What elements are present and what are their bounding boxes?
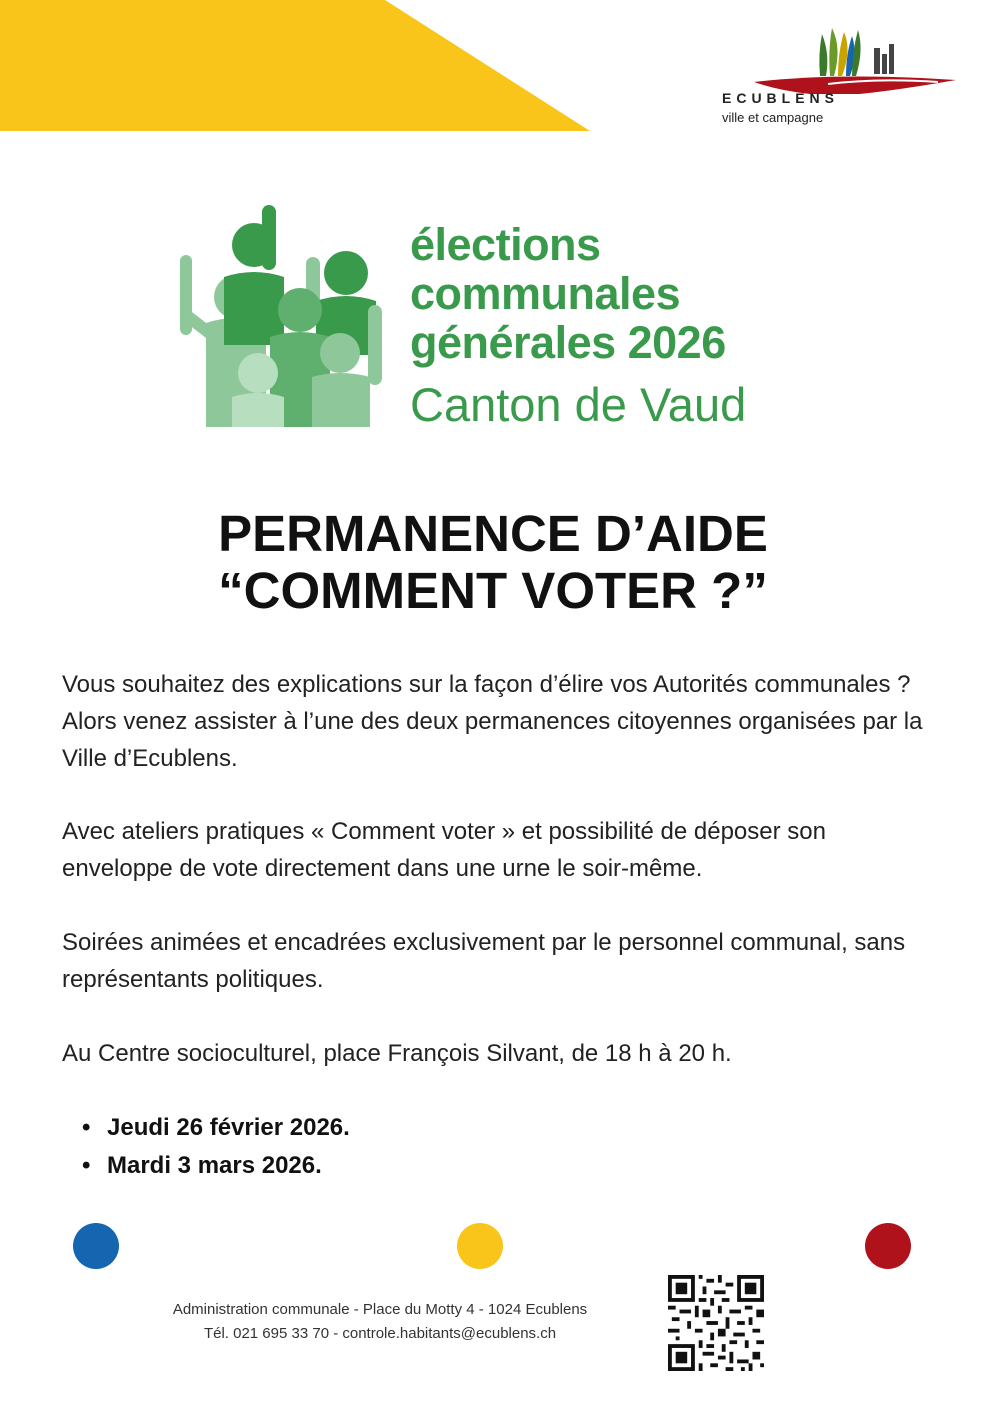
- footer-address: Administration communale - Place du Motty 4 - 1024 Ecublens: [172, 1301, 588, 1318]
- decorative-timeline: [72, 1222, 917, 1272]
- blue-dot: [73, 1223, 119, 1269]
- elections-title: [410, 220, 726, 367]
- paragraph-location: Au Centre socioculturel, place François Silvant, de 18 h à 20 h.: [62, 1040, 732, 1067]
- page-title: [0, 505, 986, 619]
- page-title-line-2: “COMMENT VOTER ?”: [218, 562, 768, 619]
- commune-name: ECUBLENS: [722, 90, 840, 106]
- list-item: • Mardi 3 mars 2026.: [82, 1147, 350, 1185]
- paragraph-staff: Soirées animées et encadrées exclusivement par le personnel communal, sans représentants politiques.: [62, 929, 906, 993]
- paragraph-intro: Vous souhaitez des explications sur la façon d’élire vos Autorités communales ? Alors venez assister à l’une des deux permanences citoyennes organisées par la Ville d’Ecublens.: [62, 671, 923, 772]
- yellow-dot: [457, 1223, 503, 1269]
- elections-subtitle: Canton de Vaud: [410, 378, 747, 431]
- elections-title-line: élections: [410, 219, 601, 270]
- elections-title-line: générales 2026: [410, 317, 726, 368]
- page-title-line-1: PERMANENCE D’AIDE: [218, 505, 768, 562]
- commune-tagline: ville et campagne: [722, 110, 824, 125]
- red-dot: [865, 1223, 911, 1269]
- yellow-corner-shape: [0, 0, 595, 135]
- people-raising-hands-icon: [178, 205, 393, 430]
- footer-contact: Tél. 021 695 33 70 - controle.habitants@ecublens.ch: [203, 1325, 557, 1342]
- ecublens-logo: [718, 24, 968, 134]
- elections-title-line: communales: [410, 268, 681, 319]
- footer: [120, 1298, 640, 1346]
- dates-list: [82, 1109, 350, 1185]
- ecublens-emblem-icon: [718, 24, 968, 94]
- paragraph-workshops: Avec ateliers pratiques « Comment voter » et possibilité de déposer son enveloppe de vote directement dans une urne le soir-même.: [62, 818, 826, 882]
- list-item: • Jeudi 26 février 2026.: [82, 1109, 350, 1147]
- qr-code-icon[interactable]: [668, 1275, 764, 1371]
